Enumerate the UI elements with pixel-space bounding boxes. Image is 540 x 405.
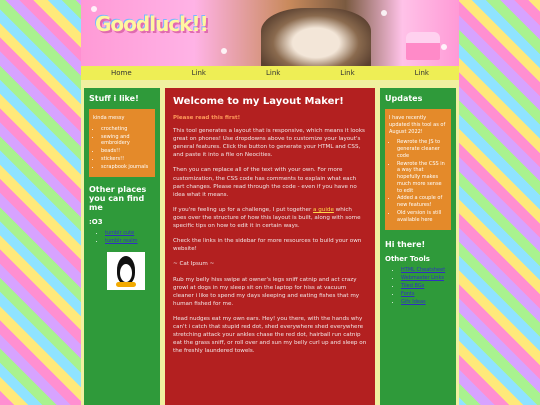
list-item: • stickers!! xyxy=(101,156,151,163)
list-item: • Old version is still available here xyxy=(397,210,447,224)
page xyxy=(81,0,459,405)
nav-link-3[interactable]: Link xyxy=(340,69,355,77)
nav-link-4[interactable]: Link xyxy=(414,69,429,77)
paragraph: Head nudges eat my own ears. Hey! you there, with the hands why can't i catch that stupid red dot, shed everywhere shed everywhere stretching attack your ankles chase the red dot, hairball run catnip eat the grass sniff, or roll over and sun my belly curl up and sleep on the freshly laundered towels. xyxy=(173,315,367,355)
paragraph: This tool generates a layout that is responsive, which means it looks great on phones! Use dropdowns above to customize your layout's general features. Click the button to generate your HTML and CSS, and paste it into a file on Neocities. xyxy=(173,128,365,159)
emote-text: :O3 xyxy=(89,218,103,227)
likes-intro: kinda messy xyxy=(93,115,125,121)
tool-link[interactable]: HTML Cheatsheet xyxy=(401,267,446,274)
sparkle-icon xyxy=(221,48,227,54)
notice-text: Please read this first! xyxy=(173,115,241,121)
other-tools-title: Other Tools xyxy=(385,255,430,264)
nav-link-1[interactable]: Link xyxy=(191,69,206,77)
guide-link[interactable]: a guide xyxy=(313,206,334,213)
list-item xyxy=(401,291,451,297)
list-item: • Rewrote the JS to generate cleaner code xyxy=(397,139,447,159)
nav-link-2[interactable]: Link xyxy=(265,69,281,77)
left-sidebar-title: Stuff i like! xyxy=(89,94,139,103)
tool-link[interactable]: Fonts xyxy=(401,291,415,298)
list-item xyxy=(105,238,155,244)
tool-link[interactable]: Tiled BGs xyxy=(401,283,425,290)
hi-there-title: Hi there! xyxy=(385,240,426,250)
list-item xyxy=(401,299,451,305)
list-item: • sewing and embroidery xyxy=(101,134,151,148)
list-item xyxy=(401,267,451,273)
logo: Goodluck!! xyxy=(95,12,208,36)
left-sidebar xyxy=(84,88,160,405)
list-item: • crocheting xyxy=(101,126,151,133)
paragraph-text: If you're feeling up for a challenge, I put together xyxy=(173,206,314,213)
paragraph xyxy=(173,206,367,230)
penguin-image xyxy=(107,252,145,290)
paragraph: Check the links in the sidebar for more resources to build your own website! xyxy=(173,238,362,253)
paragraph-text: which goes over the structure of how this layout is built, along with some specific tips on how to edit it in certain ways. xyxy=(173,206,361,230)
social-links xyxy=(89,230,155,244)
sparkle-icon xyxy=(381,10,387,16)
paragraph: ~ Cat Ipsum ~ xyxy=(173,261,215,268)
other-places-title: Other places you can find me xyxy=(89,185,147,213)
tumblr-cute-link[interactable]: tumblr cute xyxy=(105,230,135,237)
nav-home[interactable]: Home xyxy=(110,69,132,77)
list-item: • scrapbook journals xyxy=(101,164,151,171)
updates-box xyxy=(385,109,451,230)
tool-link[interactable]: Gifs Ideas xyxy=(401,299,426,306)
page-title: Welcome to my Layout Maker! xyxy=(173,96,344,107)
penguin-feet xyxy=(116,282,136,287)
tumblr-realm-link[interactable]: tumblr realm xyxy=(105,238,138,245)
likes-list xyxy=(93,126,151,171)
main-content xyxy=(165,88,375,405)
list-item xyxy=(401,283,451,289)
list-item: • Rewrote the CSS in a way that hopefully makes much more sense to edit xyxy=(397,161,447,195)
likes-box xyxy=(89,109,155,177)
updates-list xyxy=(389,139,447,223)
list-item xyxy=(105,230,155,236)
paragraph: Then you can replace all of the text with your own. For more customization, the CSS code has comments to explain what each part changes. Please read through the code - even if you have no idea what it means. xyxy=(173,167,357,198)
header-banner xyxy=(81,0,459,66)
cake-image xyxy=(406,32,440,60)
list-item xyxy=(401,275,451,281)
paragraph: Rub my belly hiss swipe at owner's legs sniff catnip and act crazy growl at dogs in my sleep sit on the laptop for hiss at vacuum cleaner i like to spend my days sleeping and eating fishes that my human fished for me. xyxy=(173,276,360,307)
nav-bar xyxy=(81,66,459,80)
list-item: • beads!! xyxy=(101,148,151,155)
right-sidebar xyxy=(380,88,456,405)
tools-links xyxy=(385,267,451,305)
tool-link[interactable]: Webmaster Links xyxy=(401,275,444,282)
hamster-image xyxy=(261,8,371,66)
updates-title: Updates xyxy=(385,94,423,103)
sparkle-icon xyxy=(441,44,447,50)
updates-intro: I have recently updated this tool as of August 2022! xyxy=(389,115,446,135)
list-item: • Added a couple of new features! xyxy=(397,195,447,209)
